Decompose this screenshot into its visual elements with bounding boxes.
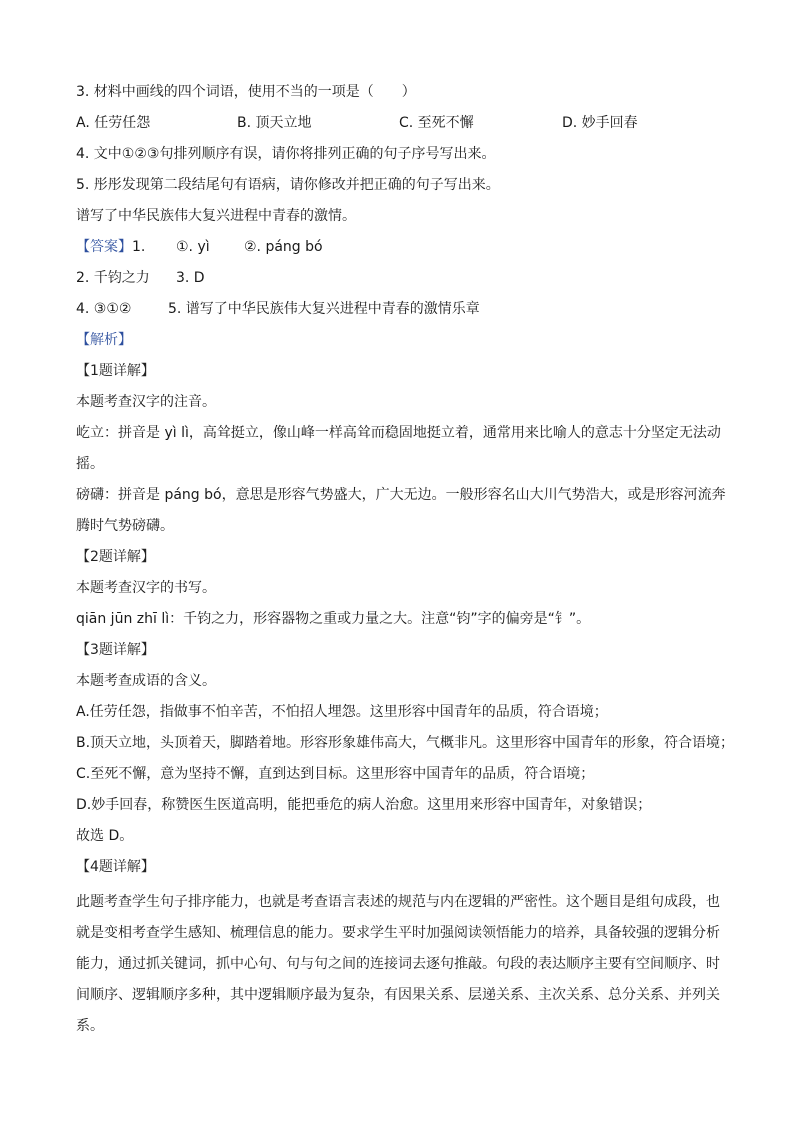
section-4-line: 能力，通过抓关键词，抓中心句、句与句之间的连接词去逐句推敲。句段的表达顺序主要有空间顺序、时 (76, 956, 720, 972)
section-3-line: A.任劳任怨，指做事不怕辛苦，不怕招人埋怨。这里形容中国青年的品质，符合语境； (76, 704, 608, 720)
answer-heading (76, 238, 145, 256)
section-3-line: D.妙手回春，称赞医生医道高明，能把垂危的病人治愈。这里用来形容中国青年，对象错误； (76, 797, 652, 813)
section-4-line: 系。 (76, 1018, 104, 1034)
section-2-line: qiān jūn zhī lì：千钧之力，形容器物之重或力量之大。注意“钧”字的偏旁是“钅”。 (76, 611, 591, 627)
q3-option-d: D. 妙手回春 (562, 115, 638, 131)
section-4-line: 就是变相考查学生感知、梳理信息的能力。要求学生平时加强阅读领悟能力的培养，具备较强的逻辑分析 (76, 925, 720, 941)
section-1-line: 本题考查汉字的注音。 (76, 394, 216, 410)
section-3-line: 本题考查成语的含义。 (76, 673, 216, 689)
section-1-line: 腾时气势磅礴。 (76, 518, 174, 534)
question-5-sentence: 谱写了中华民族伟大复兴进程中青春的激情。 (76, 208, 356, 224)
analysis-label: 【解析】 (76, 332, 132, 348)
question-3: 3. 材料中画线的四个词语，使用不当的一项是（ ） (76, 84, 416, 100)
answer-label: 【答案】 (76, 239, 132, 255)
section-2-title: 【2题详解】 (76, 549, 155, 565)
answer-1-part-1: ①. yì (176, 239, 210, 255)
section-3-line: 故选 D。 (76, 828, 134, 844)
answer-3: 3. D (176, 270, 205, 286)
section-4-line: 间顺序、逻辑顺序多种，其中逻辑顺序最为复杂，有因果关系、层递关系、主次关系、总分关系、并列关 (76, 987, 720, 1003)
answer-4: 4. ③①② (76, 301, 132, 317)
answer-1-part-2: ②. páng bó (244, 239, 323, 255)
section-1-line: 屹立：拼音是 yì lì，高耸挺立，像山峰一样高耸而稳固地挺立着，通常用来比喻人的意志十分坚定无法动 (76, 425, 721, 441)
q3-option-c: C. 至死不懈 (399, 115, 474, 131)
question-4: 4. 文中①②③句排列顺序有误，请你将排列正确的句子序号写出来。 (76, 146, 496, 162)
question-5: 5. 彤彤发现第二段结尾句有语病，请你修改并把正确的句子写出来。 (76, 177, 500, 193)
section-3-line: B.顶天立地，头顶着天，脚踏着地。形容形象雄伟高大，气概非凡。这里形容中国青年的形象，符合语境； (76, 735, 735, 751)
answer-2: 2. 千钧之力 (76, 270, 150, 286)
section-3-line: C.至死不懈，意为坚持不懈，直到达到目标。这里形容中国青年的品质，符合语境； (76, 766, 595, 782)
section-2-line: 本题考查汉字的书写。 (76, 580, 216, 596)
section-1-title: 【1题详解】 (76, 363, 155, 379)
section-4-title: 【4题详解】 (76, 859, 155, 875)
answer-1-number: 1. (132, 239, 146, 255)
answer-5: 5. 谱写了中华民族伟大复兴进程中青春的激情乐章 (168, 301, 480, 317)
q3-option-b: B. 顶天立地 (237, 115, 312, 131)
section-1-line: 摇。 (76, 456, 104, 472)
section-1-line: 磅礴：拼音是 páng bó，意思是形容气势盛大，广大无边。一般形容名山大川气势浩大，或是形容河流奔 (76, 487, 726, 503)
section-3-title: 【3题详解】 (76, 642, 155, 658)
q3-option-a: A. 任劳任怨 (76, 115, 151, 131)
section-4-line: 此题考查学生句子排序能力，也就是考查语言表述的规范与内在逻辑的严密性。这个题目是组句成段，也 (76, 894, 720, 910)
